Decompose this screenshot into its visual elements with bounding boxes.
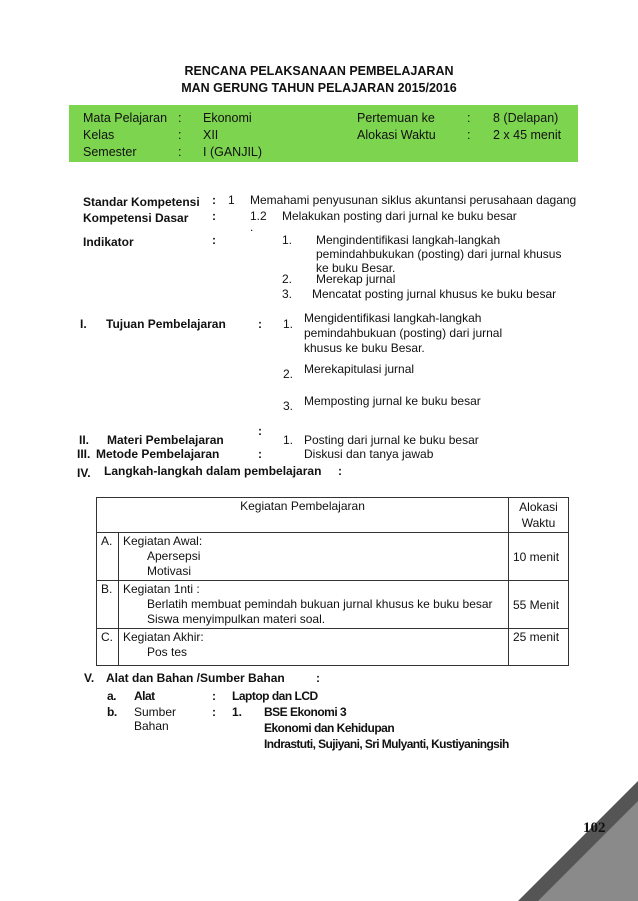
- row-item: Pos tes: [147, 645, 188, 659]
- bahan-1-number: 1.: [232, 705, 243, 719]
- indikator-label: Indikator: [83, 235, 134, 249]
- sk-number: 1: [228, 193, 235, 207]
- table-row: [97, 581, 569, 629]
- bahan-label-line2: Bahan: [134, 719, 169, 733]
- pertemuan-value: 8 (Delapan): [493, 111, 559, 125]
- tujuan-2-text: Merekapitulasi jurnal: [304, 362, 415, 376]
- row-content: [119, 629, 509, 666]
- section-4-label: Langkah-langkah dalam pembelajaran: [104, 464, 322, 478]
- colon: :: [212, 705, 216, 719]
- colon: :: [212, 209, 216, 223]
- row-time: 25 menit: [509, 629, 569, 666]
- colon: :: [258, 317, 262, 331]
- kelas-value: XII: [203, 128, 219, 142]
- bahan-letter: b.: [107, 705, 117, 719]
- colon: :: [338, 464, 342, 478]
- section-3-label: Metode Pembelajaran: [96, 447, 220, 461]
- alat-label: Alat: [134, 689, 155, 703]
- row-heading: Kegiatan Akhir:: [123, 630, 204, 644]
- kegiatan-table: [96, 497, 569, 666]
- row-time: 55 Menit: [509, 581, 569, 629]
- indikator-2-text: Merekap jurnal: [316, 272, 396, 286]
- semester-value: I (GANJIL): [203, 145, 263, 159]
- section-1-number: I.: [80, 317, 87, 331]
- header-alokasi-line2: Waktu: [521, 516, 556, 530]
- semester-label: Semester: [83, 145, 137, 159]
- kd-number: 1.2: [250, 209, 267, 223]
- alat-value: Laptop dan LCD: [232, 689, 318, 703]
- metode-text: Diskusi dan tanya jawab: [304, 447, 434, 461]
- bahan-1-authors: Indrastuti, Sujiyani, Sri Mulyanti, Kustiyaningsih: [264, 737, 509, 751]
- page-number: 102: [583, 820, 606, 836]
- indikator-1-line3: ke buku Besar.: [316, 261, 396, 275]
- row-item: Berlatih membuat pemindah bukuan jurnal khusus ke buku besar: [147, 597, 493, 611]
- tujuan-1-number: 1.: [283, 317, 294, 331]
- colon: :: [212, 193, 216, 207]
- colon: :: [212, 233, 216, 247]
- bahan-label-line1: Sumber: [134, 705, 177, 719]
- kelas-label: Kelas: [83, 128, 115, 142]
- row-heading: Kegiatan 1nti :: [123, 582, 200, 596]
- pertemuan-label: Pertemuan ke: [357, 111, 435, 125]
- section-5-number: V.: [84, 671, 95, 685]
- colon: :: [316, 671, 320, 685]
- document-title: RENCANA PELAKSANAAN PEMBELAJARAN: [184, 64, 454, 78]
- school-year-title: MAN GERUNG TAHUN PELAJARAN 2015/2016: [181, 81, 457, 95]
- tujuan-1-line1: Mengidentifikasi langkah-langkah: [304, 311, 482, 325]
- colon: :: [258, 424, 262, 438]
- header-alokasi-line1: Alokasi: [519, 500, 558, 514]
- colon: :: [178, 111, 182, 125]
- indikator-2-number: 2.: [282, 272, 293, 286]
- section-4-number: IV.: [77, 466, 91, 480]
- colon: :: [212, 689, 216, 703]
- indikator-1-number: 1.: [282, 233, 293, 247]
- row-letter: A.: [97, 533, 119, 581]
- kd-label: Kompetensi Dasar: [83, 211, 189, 225]
- table-row: [97, 533, 569, 581]
- indikator-3-text: Mencatat posting jurnal khusus ke buku besar: [312, 287, 557, 301]
- row-letter: C.: [97, 629, 119, 666]
- tujuan-1-line2: pemindahbukuan (posting) dari jurnal: [304, 326, 503, 340]
- colon: :: [467, 111, 471, 125]
- mapel-value: Ekonomi: [203, 111, 252, 125]
- colon: :: [467, 128, 471, 142]
- section-2-number: II.: [79, 433, 90, 447]
- alat-letter: a.: [107, 689, 117, 703]
- alokasi-value: 2 x 45 menit: [493, 128, 562, 142]
- page-corner-fold: [538, 801, 638, 901]
- materi-1-text: Posting dari jurnal ke buku besar: [304, 433, 479, 447]
- section-3-number: III.: [77, 447, 91, 461]
- colon: :: [258, 447, 262, 461]
- section-2-label: Materi Pembelajaran: [107, 433, 224, 447]
- tujuan-3-text: Memposting jurnal ke buku besar: [304, 394, 481, 408]
- header-alokasi: [509, 498, 569, 533]
- mapel-label: Mata Pelajaran: [83, 111, 168, 125]
- alokasi-label: Alokasi Waktu: [357, 128, 436, 142]
- bahan-1-title: BSE Ekonomi 3: [264, 705, 347, 719]
- header-kegiatan: Kegiatan Pembelajaran: [97, 498, 509, 533]
- tujuan-1-line3: khusus ke buku Besar.: [304, 341, 425, 355]
- stray-dot: .: [250, 220, 254, 234]
- section-1-label: Tujuan Pembelajaran: [106, 317, 226, 331]
- row-heading: Kegiatan Awal:: [123, 534, 203, 548]
- tujuan-3-number: 3.: [283, 399, 294, 413]
- materi-1-number: 1.: [283, 433, 294, 447]
- sk-text: Memahami penyusunan siklus akuntansi perusahaan dagang: [250, 193, 577, 207]
- colon: :: [178, 145, 182, 159]
- row-item: Apersepsi: [147, 549, 201, 563]
- table-row: [97, 629, 569, 666]
- row-time: 10 menit: [509, 533, 569, 581]
- bahan-1-subtitle: Ekonomi dan Kehidupan: [264, 721, 395, 735]
- row-content: [119, 581, 509, 629]
- section-5-label: Alat dan Bahan /Sumber Bahan: [106, 671, 285, 685]
- row-letter: B.: [97, 581, 119, 629]
- kd-text: Melakukan posting dari jurnal ke buku besar: [282, 209, 517, 223]
- indikator-3-number: 3.: [282, 287, 293, 301]
- sk-label: Standar Kompetensi: [83, 195, 200, 209]
- row-item: Motivasi: [147, 564, 192, 578]
- tujuan-2-number: 2.: [283, 367, 294, 381]
- colon: :: [178, 128, 182, 142]
- table-header-row: [97, 498, 569, 533]
- row-content: [119, 533, 509, 581]
- row-item: Siswa menyimpulkan materi soal.: [147, 612, 326, 626]
- indikator-1-line1: Mengindentifikasi langkah-langkah: [316, 233, 501, 247]
- indikator-1-line2: pemindahbukukan (posting) dari jurnal khusus: [316, 247, 562, 261]
